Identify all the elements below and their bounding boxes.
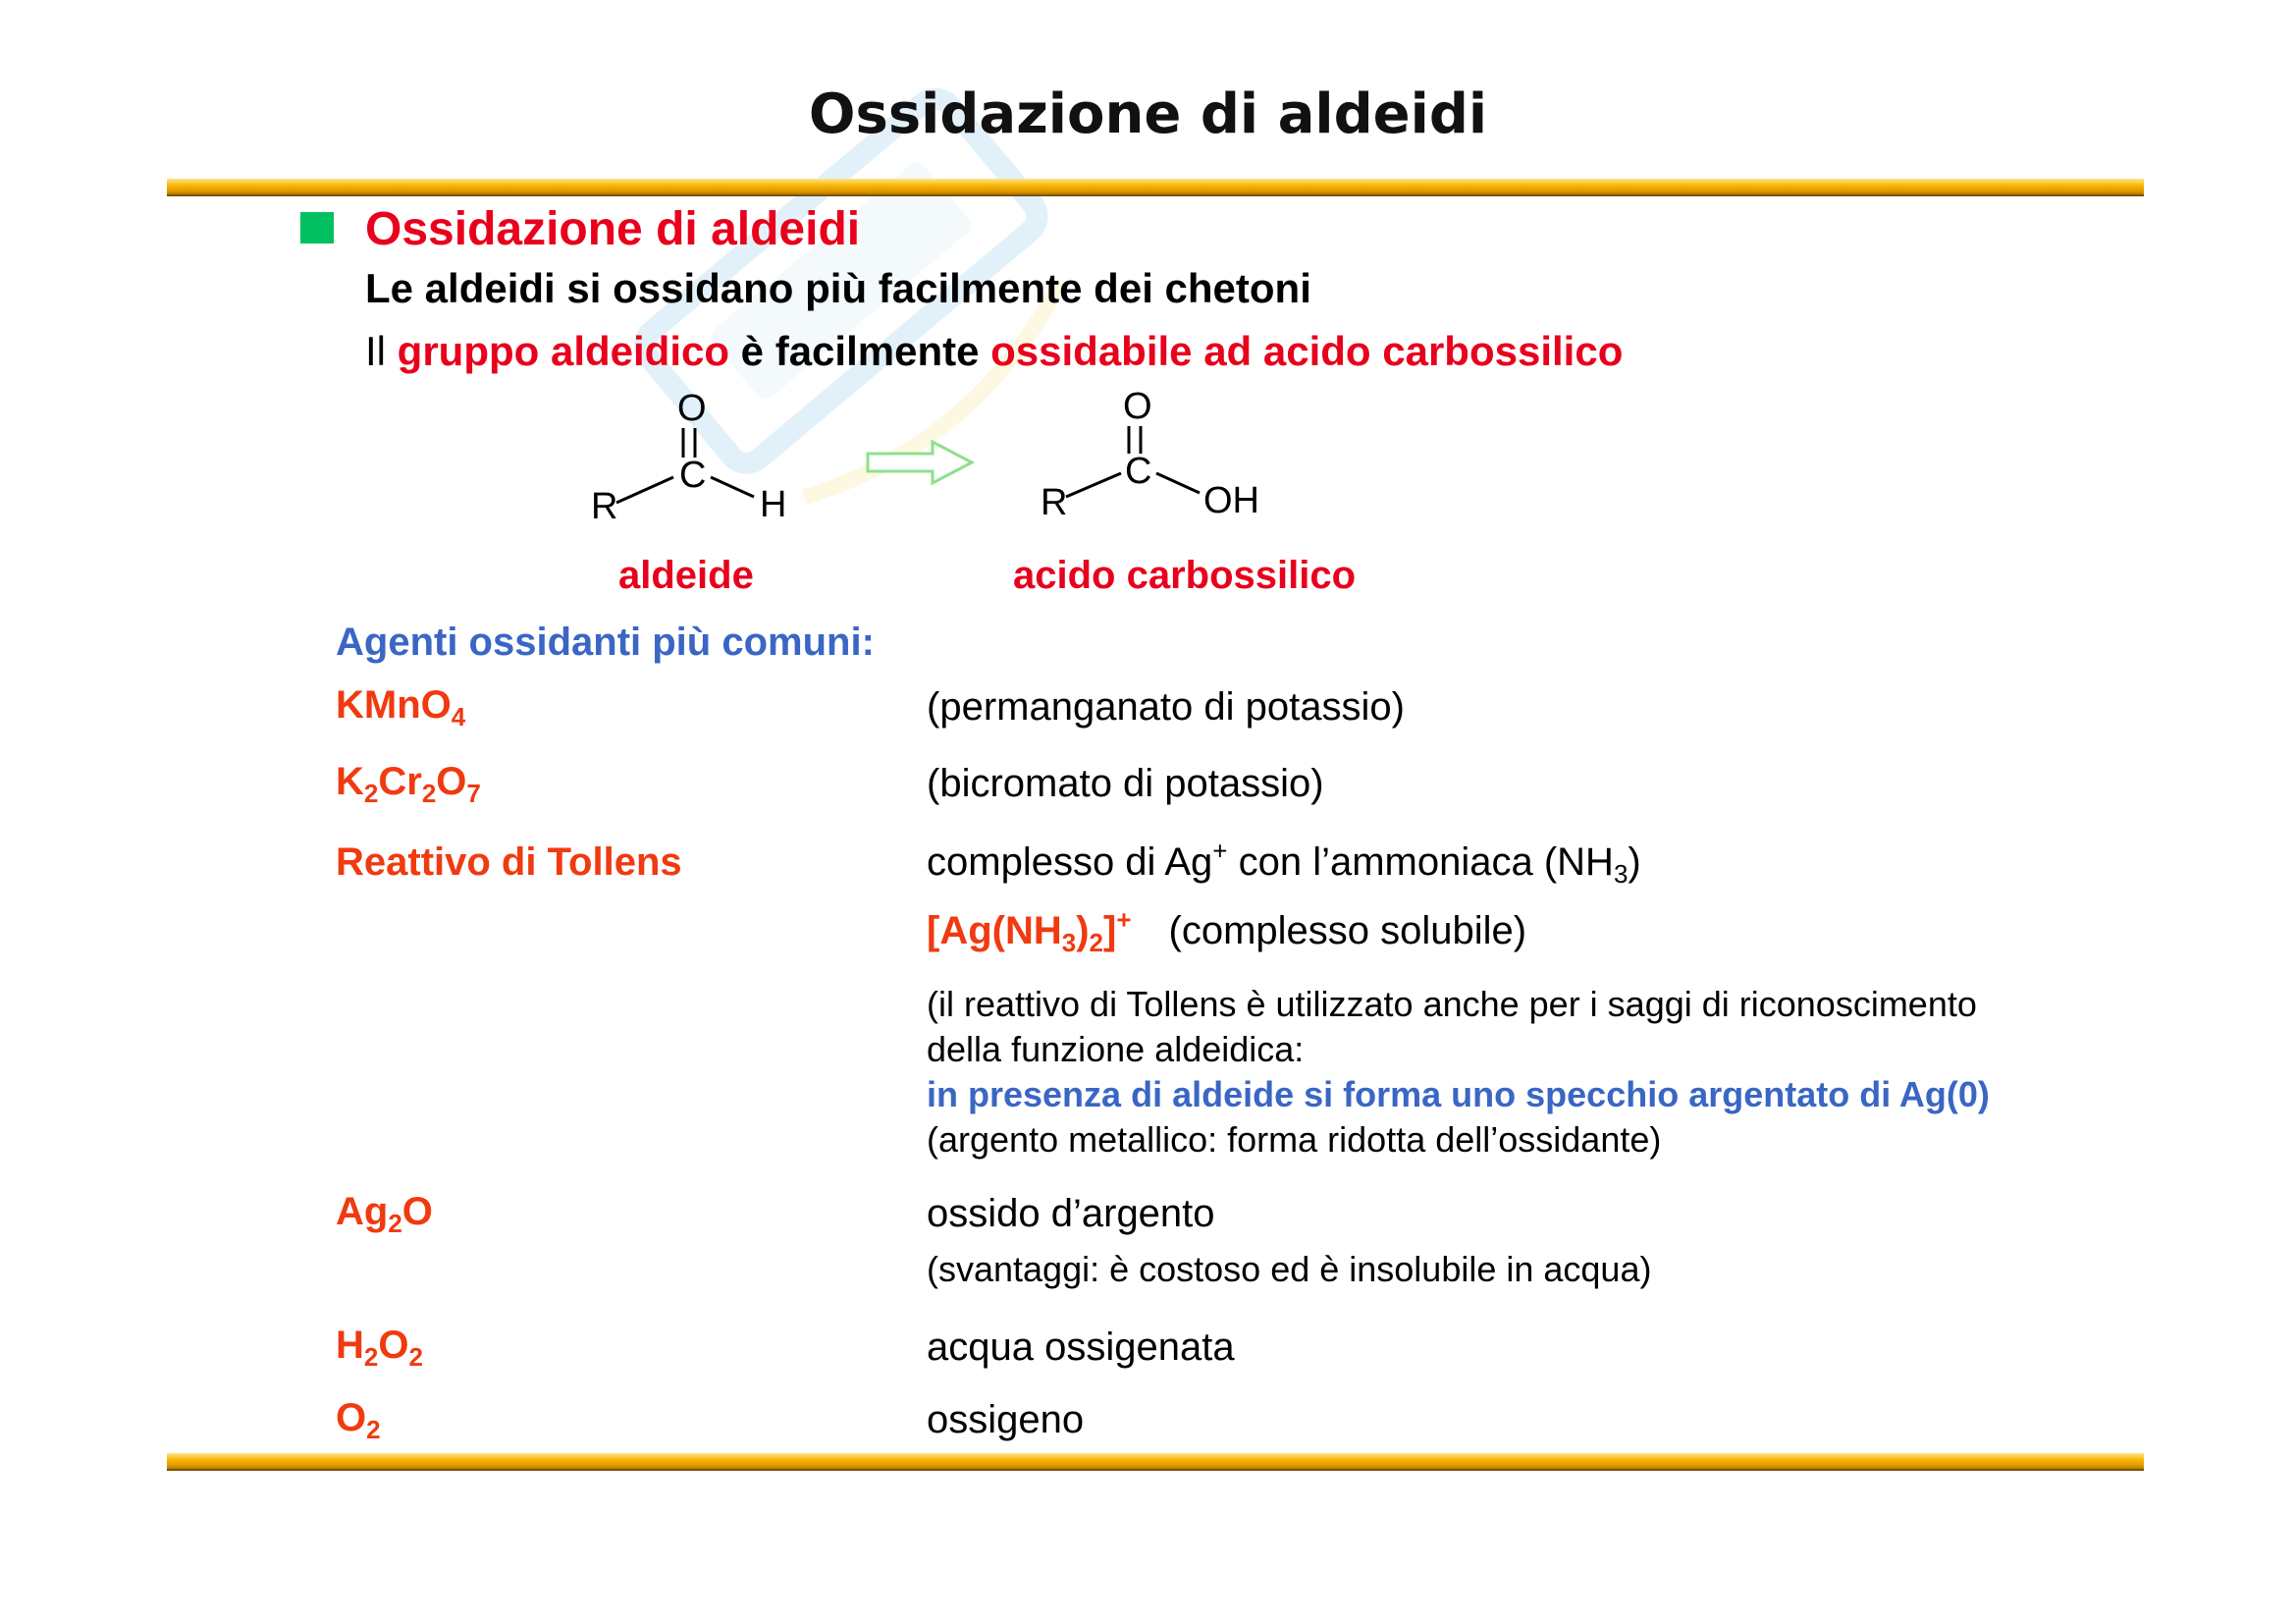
text-ossidabile: ossidabile ad acido carbossilico xyxy=(990,328,1624,374)
acid-oh: OH xyxy=(1203,480,1259,521)
tollens-complex-line xyxy=(927,904,1527,957)
note-ag2o: (svantaggi: è costoso ed è insolubile in acqua) xyxy=(927,1249,1652,1289)
tollens-note-2: della funzione aldeidica: xyxy=(927,1029,1305,1069)
aldehyde-h: H xyxy=(760,484,787,525)
acid-r: R xyxy=(1041,482,1068,523)
desc-o2: ossigeno xyxy=(927,1398,1085,1441)
desc-h2o2: acqua ossigenata xyxy=(927,1325,1235,1369)
tollens-name: Reattivo di Tollens xyxy=(336,840,682,884)
tollens-note-1: (il reattivo di Tollens è utilizzato anche per i saggi di riconoscimento xyxy=(927,984,1977,1024)
formula-ag-nh3-2: $[Ag(NH_3)_2]^+$ xyxy=(927,904,1132,957)
formula-k2cr2o7: $K_2Cr_2O_7$ xyxy=(336,760,481,808)
tollens-desc-mid: con l’ammoniaca (NH xyxy=(1227,840,1614,884)
tollens-desc-pre: complesso di Ag xyxy=(927,840,1213,884)
aldehyde-c: C xyxy=(679,455,707,496)
acid-c: C xyxy=(1125,451,1152,492)
aldehyde-r: R xyxy=(591,486,618,527)
acid-label: acido carbossilico xyxy=(1013,554,1357,597)
formula-h2o2: $H_2O_2$ xyxy=(336,1324,423,1372)
aldehyde-structure xyxy=(579,381,815,538)
desc-ag2o: ossido d’argento xyxy=(927,1192,1215,1235)
square-bullet-icon xyxy=(300,212,334,243)
top-divider xyxy=(167,179,2144,196)
text-il: Il xyxy=(365,328,398,374)
carboxylic-acid-structure xyxy=(1027,379,1282,536)
aldehyde-o: O xyxy=(677,388,707,429)
desc-kmno4: (permanganato di potassio) xyxy=(927,685,1405,729)
text-gruppo-aldeidico: gruppo aldeidico xyxy=(397,328,730,374)
page-title: Ossidazione di aldeidi xyxy=(808,82,1488,146)
desc-tollens: complesso di Ag+ con l’ammoniaca $(NH_3)$ xyxy=(927,836,1641,889)
agents-heading: Agenti ossidanti più comuni: xyxy=(336,621,875,664)
desc-k2cr2o7: (bicromato di potassio) xyxy=(927,762,1324,805)
intro-line: Le aldeidi si ossidano più facilmente dei chetoni xyxy=(365,265,1311,311)
formula-o2: $O_2$ xyxy=(336,1396,381,1444)
acid-o: O xyxy=(1123,386,1152,427)
text-facilmente: è facilmente xyxy=(729,328,991,374)
intro-line-2 xyxy=(365,328,1623,375)
aldehyde-label: aldeide xyxy=(618,554,754,597)
section-heading: Ossidazione di aldeidi xyxy=(365,203,861,255)
tollens-desc-post: ) xyxy=(1628,840,1641,884)
formula-kmno4: KMnO$_4$ xyxy=(336,683,466,731)
tollens-complex-desc: (complesso solubile) xyxy=(1168,909,1527,952)
formula-ag2o: $Ag_2O$ xyxy=(336,1190,433,1238)
tollens-note-4: (argento metallico: forma ridotta dell’ossidante) xyxy=(927,1119,1662,1160)
tollens-note-3: in presenza di aldeide si forma uno specchio argentato di Ag(0) xyxy=(927,1074,1990,1114)
outline-arrow-icon xyxy=(864,438,978,487)
bottom-divider xyxy=(167,1453,2144,1471)
